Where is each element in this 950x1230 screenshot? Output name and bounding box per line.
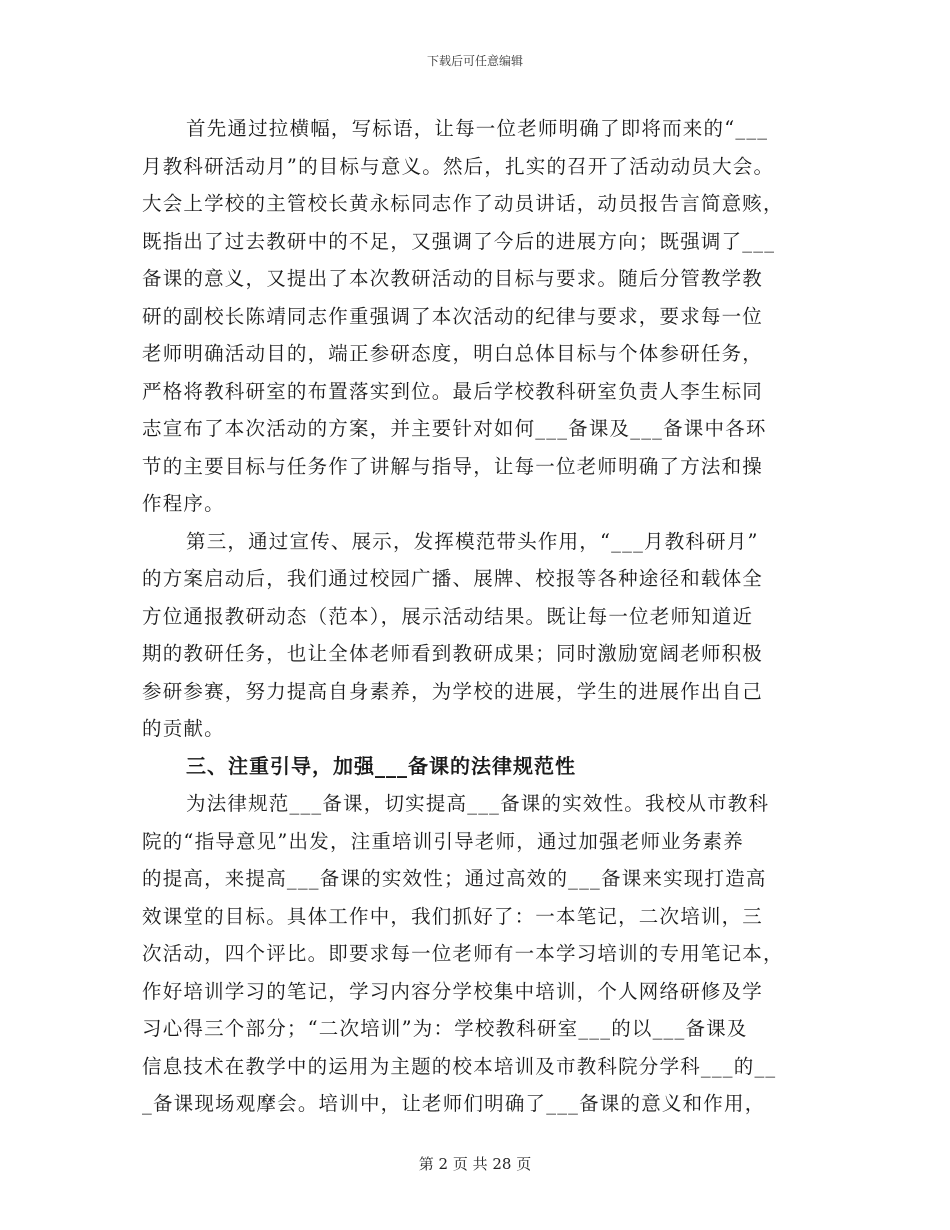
text-line: 作程序。 (142, 492, 225, 515)
text-line: 既指出了过去教研中的不足，又强调了今后的进展方向；既强调了___ (142, 229, 776, 253)
text-line: _备课现场观摩会。培训中，让老师们明确了___备课的意义和作用， (142, 1092, 766, 1115)
document-body (142, 110, 808, 1123)
text-line: 大会上学校的主管校长黄永标同志作了动员讲话，动员报告言简意赅， (142, 192, 784, 215)
text-line: 严格将教科研室的布置落实到位。最后学校教科研室负责人李生标同 (142, 379, 764, 403)
text-line: 参研参赛，努力提高自身素养，为学校的进展，学生的进展作出自己 (142, 679, 764, 703)
text-line: 次活动，四个评比。即要求每一位老师有一本学习培训的专用笔记本， (142, 942, 784, 965)
text-line: 首先通过拉横幅，写标语，让每一位老师明确了即将而来的“___ (186, 117, 769, 140)
text-line: 方位通报教研动态（范本），展示活动结果。既让每一位老师知道近 (142, 604, 754, 628)
text-line: 研的副校长陈靖同志作重强调了本次活动的纪律与要求，要求每一位 (142, 304, 764, 328)
text-line: 作好培训学习的笔记，学习内容分学校集中培训，个人网络研修及学 (142, 979, 764, 1003)
text-line: 的方案启动后，我们通过校园广播、展牌、校报等各种途径和载体全 (142, 567, 764, 590)
text-line: 备课的意义，又提出了本次教研活动的目标与要求。随后分管教学教 (142, 267, 764, 290)
text-line: 老师明确活动目的，端正参研态度，明白总体目标与个体参研任务， (142, 342, 764, 365)
text-line: 志宣布了本次活动的方案，并主要针对如何___备课及___备课中各环 (142, 417, 767, 440)
text-line: 信息技术在教学中的运用为主题的校本培训及市教科院分学科___的__ (142, 1054, 777, 1078)
text-line: 的提高，来提高___备课的实效性；通过高效的___备课来实现打造高 (142, 867, 767, 890)
text-line: 的贡献。 (142, 717, 225, 740)
section-heading: 三、注重引导，加强___备课的法律规范性 (186, 753, 576, 778)
text-line: 院的“指导意见”出发，注重培训引导老师，通过加强老师业务素养 (142, 829, 744, 853)
text-line: 习心得三个部分；“二次培训”为：学校教科研室___的以___备课及 (142, 1017, 748, 1040)
paragraph-2 (142, 523, 808, 748)
paragraph-3 (142, 785, 808, 1123)
text-line: 月教科研活动月”的目标与意义。然后，扎实的召开了活动动员大会。 (142, 154, 775, 178)
text-line: 为法律规范___备课，切实提高___备课的实效性。我校从市教科 (186, 792, 770, 815)
text-line: 节的主要目标与任务作了讲解与指导，让每一位老师明确了方法和操 (142, 454, 764, 478)
page-number: 第 2 页 共 28 页 (418, 1155, 532, 1173)
paragraph-1 (142, 110, 808, 523)
text-line: 期的教研任务，也让全体老师看到教研成果；同时激励宽阔老师积极 (142, 642, 764, 665)
text-line: 效课堂的目标。具体工作中，我们抓好了：一本笔记，二次培训，三 (142, 904, 764, 928)
text-line: 第三，通过宣传、展示，发挥模范带头作用，“___月教科研月” (186, 529, 759, 553)
page-header-note: 下载后可任意编辑 (426, 54, 523, 68)
